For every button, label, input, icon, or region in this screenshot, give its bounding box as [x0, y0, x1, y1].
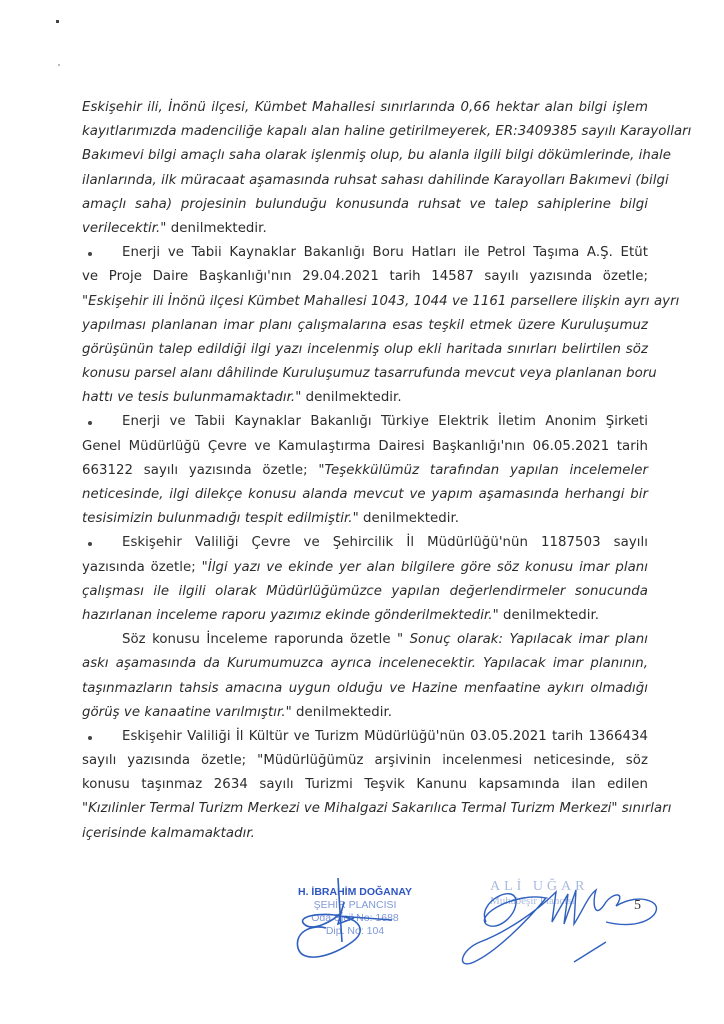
- body-text: denilmektedir.: [291, 704, 393, 720]
- text-line: [82, 701, 648, 725]
- quoted-text: içerisinde kalmamaktadır.: [82, 825, 255, 841]
- stamp-title: Muhabeşir Plancısı: [490, 895, 575, 907]
- text-line: [82, 677, 648, 701]
- text-line: [82, 362, 657, 386]
- quoted-text: Sonuç olarak: Yapılacak imar planı: [409, 632, 648, 648]
- text-line: [82, 483, 648, 507]
- quoted-text: hattı ve tesis bulunmamaktadır.": [82, 390, 302, 406]
- page-number: 5: [634, 898, 641, 913]
- quoted-text: amaçlı saha) projesinin bulunduğu konusunda ruhsat ve talep sahiplerine bilgi: [82, 196, 648, 212]
- stamp-name: ALİ UĞAR: [490, 879, 589, 894]
- quoted-text: görüş ve kanaatine varılmıştır.": [82, 704, 292, 720]
- text-line: [82, 410, 648, 434]
- body-text: Enerji ve Tabii Kaynaklar Bakanlığı Türkiye Elektrik İletim Anonim Şirketi: [122, 414, 648, 430]
- quoted-text: görüşünün talep edildiği ilgi yazı incelenmiş olup ekli haritada sınırları belirtilen söz: [82, 341, 648, 357]
- stamp-name: H. İBRAHİM DOĞANAY: [298, 886, 412, 898]
- text-line: [82, 628, 648, 652]
- document-body: [82, 96, 692, 846]
- text-line: [82, 652, 648, 676]
- bullet-icon: [88, 542, 92, 546]
- paragraph-p4: [82, 531, 648, 628]
- quoted-text: verilecektir.": [82, 220, 167, 236]
- text-line: [82, 749, 648, 773]
- text-line: [82, 797, 672, 821]
- body-text: Enerji ve Tabii Kaynaklar Bakanlığı Boru Hatları ile Petrol Taşıma A.Ş. Etüt: [122, 245, 648, 261]
- text-line: [82, 217, 648, 241]
- body-text: ve Proje Daire Başkanlığı'nın 29.04.2021 tarih 14587 sayılı yazısında özetle;: [82, 269, 648, 285]
- quoted-text: "Eskişehir ili İnönü ilçesi Kümbet Mahallesi 1043, 1044 ve 1161 parsellere ilişkin ayrı ayrı: [82, 293, 680, 309]
- text-line: [82, 435, 648, 459]
- scan-mark: [56, 20, 59, 23]
- body-text: denilmektedir.: [498, 607, 600, 623]
- text-line: [82, 773, 648, 797]
- text-line: [82, 169, 669, 193]
- paragraph-p5: [82, 628, 648, 725]
- quoted-text: Eskişehir ili, İnönü ilçesi, Kümbet Mahallesi sınırlarında 0,66 hektar alan bilgi işlem: [82, 100, 648, 115]
- body-text: Eskişehir Valiliği Çevre ve Şehircilik İl Müdürlüğü'nün 1187503 sayılı: [122, 535, 648, 551]
- bullet-icon: [88, 736, 92, 740]
- stamp-diploma: Dip. No: 104: [325, 925, 385, 937]
- text-line: [82, 120, 692, 144]
- text-line: [82, 531, 648, 555]
- body-text: sayılı yazısında özetle; "Müdürlüğümüz arşivinin incelenmesi neticesinde, söz: [82, 753, 648, 769]
- text-line: [82, 290, 680, 314]
- paragraph-p3: [82, 410, 648, 531]
- stamp-registry: Oda Sicil No: 1688: [311, 912, 399, 924]
- quoted-text: hazırlanan inceleme raporu yazımız ekinde gönderilmektedir.": [82, 607, 499, 623]
- quoted-text: askı aşamasında da Kurumumuzca ayrıca incelenecektir. Yapılacak imar planının,: [82, 656, 648, 672]
- text-line: [82, 459, 648, 483]
- quoted-text: neticesinde, ilgi dilekçe konusu alanda mevcut ve yapım aşamasında herhangi bir: [82, 487, 648, 502]
- body-text: Eskişehir Valiliği İl Kültür ve Turizm Müdürlüğü'nün 03.05.2021 tarih 1366434: [122, 728, 648, 744]
- body-text: Söz konusu İnceleme raporunda özetle ": [122, 632, 410, 648]
- quoted-text: taşınmazların tahsis amacına uygun olduğu ve Hazine menfaatine aykırı olmadığı: [82, 680, 648, 696]
- paragraph-p2: [82, 241, 680, 410]
- signature-left-icon: [292, 872, 422, 972]
- paragraph-p6: [82, 725, 672, 846]
- text-line: [82, 822, 648, 846]
- body-text: denilmektedir.: [301, 390, 402, 406]
- quoted-text: tesisimizin bulunmadığı tespit edilmiştir.": [82, 511, 359, 527]
- quoted-text: konusu parsel alanı dâhilinde Kuruluşumuz tasarrufunda mevcut veya planlanan boru: [82, 366, 657, 382]
- quoted-text: çalışması ile ilgili olarak Müdürlüğümüzce yapılan değerlendirmeler sonucunda: [82, 583, 648, 599]
- quoted-text: yapılması planlanan imar planı çalışmalarına esas teşkil etmek üzere Kuruluşumuz: [82, 317, 648, 333]
- text-line: [82, 241, 648, 265]
- text-line: [82, 144, 672, 168]
- signature-right-icon: [456, 862, 676, 982]
- quoted-text: ilanlarında, ilk müracaat aşamasında ruhsat sahası dahilinde Karayolları Bakımevi (bilgi: [82, 172, 669, 188]
- body-text: denilmektedir.: [166, 220, 267, 236]
- bullet-icon: [88, 421, 92, 425]
- quoted-text: kayıtlarımızda madenciliğe kapalı alan haline getirilmeyerek, ER:3409385 sayılı Karayolları: [82, 124, 692, 140]
- quoted-text: "Teşekkülümüz tarafından yapılan incelemeler: [318, 462, 648, 478]
- text-line: [82, 725, 648, 749]
- text-line: [82, 265, 648, 289]
- text-line: [82, 507, 648, 531]
- quoted-text: "İlgi yazı ve ekinde yer alan bilgilere göre söz konusu imar planı: [201, 559, 648, 575]
- scan-mark: [58, 64, 60, 66]
- body-text: 663122 sayılı yazısında özetle;: [82, 462, 319, 478]
- text-line: [82, 580, 648, 604]
- bullet-icon: [88, 252, 92, 256]
- text-line: [82, 193, 648, 217]
- text-line: [82, 556, 648, 580]
- body-text: denilmektedir.: [358, 511, 460, 527]
- text-line: [82, 96, 648, 120]
- body-text: yazısında özetle;: [82, 559, 202, 575]
- paragraph-p1: [82, 96, 692, 241]
- text-line: [82, 314, 648, 338]
- text-line: [82, 338, 648, 362]
- quoted-text: Bakımevi bilgi amaçlı saha olarak işlenmiş olup, bu alanla ilgili bilgi dökümlerinde, ihale: [82, 148, 672, 164]
- body-text: konusu taşınmaz 2634 sayılı Turizmi Teşvik Kanunu kapsamında ilan edilen: [82, 777, 648, 793]
- text-line: [82, 386, 648, 410]
- text-line: [82, 604, 648, 628]
- quoted-text: "Kızılinler Termal Turizm Merkezi ve Mihalgazi Sakarılıca Termal Turizm Merkezi" sınırları: [82, 801, 672, 817]
- body-text: Genel Müdürlüğü Çevre ve Kamulaştırma Dairesi Başkanlığı'nın 06.05.2021 tarih: [82, 438, 648, 454]
- stamp-title: ŞEHİR PLANCISI: [313, 899, 397, 911]
